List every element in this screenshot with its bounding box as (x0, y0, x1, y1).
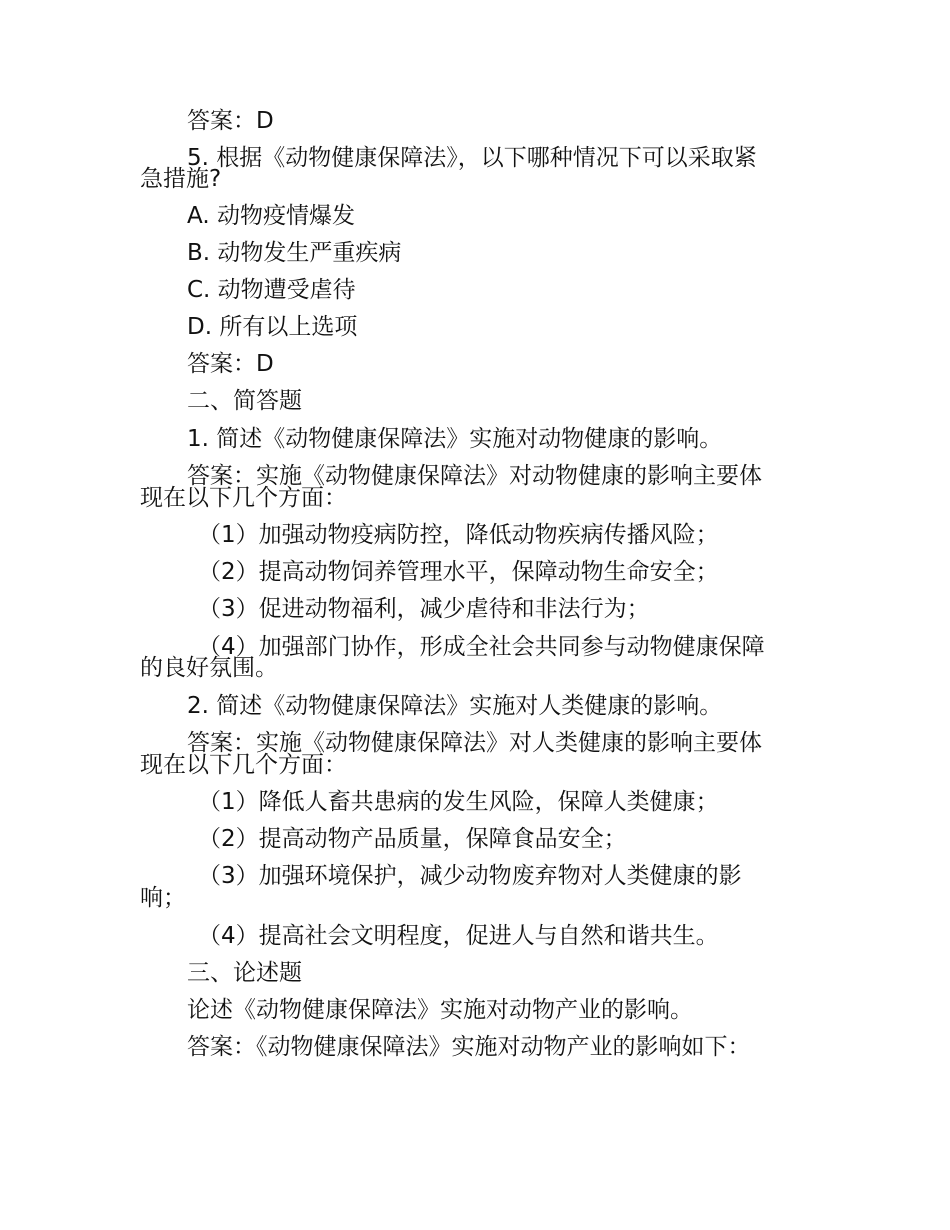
list-item: （4）加强部门协作，形成全社会共同参与动物健康保障 (198, 634, 765, 660)
list-item-continued: 的良好氛围。 (140, 655, 278, 681)
answer-paragraph-continued: 现在以下几个方面： (140, 752, 347, 778)
answer-paragraph: 答案：《动物健康保障法》实施对动物产业的影响如下： (187, 1034, 751, 1060)
option-a: A. 动物疫情爆发 (187, 203, 355, 229)
list-item: （3）加强环境保护，减少动物废弃物对人类健康的影 (198, 863, 742, 889)
list-item: （1）加强动物疫病防控，降低动物疾病传播风险； (198, 522, 719, 548)
short-question-2: 2. 简述《动物健康保障法》实施对人类健康的影响。 (187, 693, 723, 719)
option-d: D. 所有以上选项 (187, 314, 358, 340)
answer-line: 答案：D (187, 351, 274, 377)
short-question-1: 1. 简述《动物健康保障法》实施对动物健康的影响。 (187, 426, 723, 452)
answer-line: 答案：D (187, 108, 274, 134)
option-b: B. 动物发生严重疾病 (187, 240, 402, 266)
question-5-continued: 急措施? (140, 166, 222, 192)
answer-paragraph: 答案：实施《动物健康保障法》对人类健康的影响主要体 (187, 730, 762, 756)
essay-question: 论述《动物健康保障法》实施对动物产业的影响。 (187, 997, 693, 1023)
answer-paragraph: 答案：实施《动物健康保障法》对动物健康的影响主要体 (187, 463, 762, 489)
answer-paragraph-continued: 现在以下几个方面： (140, 485, 347, 511)
list-item: （1）降低人畜共患病的发生风险，保障人类健康； (198, 789, 719, 815)
section-heading: 二、简答题 (187, 388, 302, 414)
list-item-continued: 响； (140, 885, 186, 911)
list-item: （2）提高动物饲养管理水平，保障动物生命安全； (198, 559, 719, 585)
list-item: （4）提高社会文明程度，促进人与自然和谐共生。 (198, 923, 719, 949)
list-item: （3）促进动物福利，减少虐待和非法行为； (198, 596, 650, 622)
section-heading: 三、论述题 (187, 960, 302, 986)
question-5: 5. 根据《动物健康保障法》，以下哪种情况下可以采取紧 (187, 145, 757, 171)
list-item: （2）提高动物产品质量，保障食品安全； (198, 826, 627, 852)
option-c: C. 动物遭受虐待 (187, 277, 356, 303)
